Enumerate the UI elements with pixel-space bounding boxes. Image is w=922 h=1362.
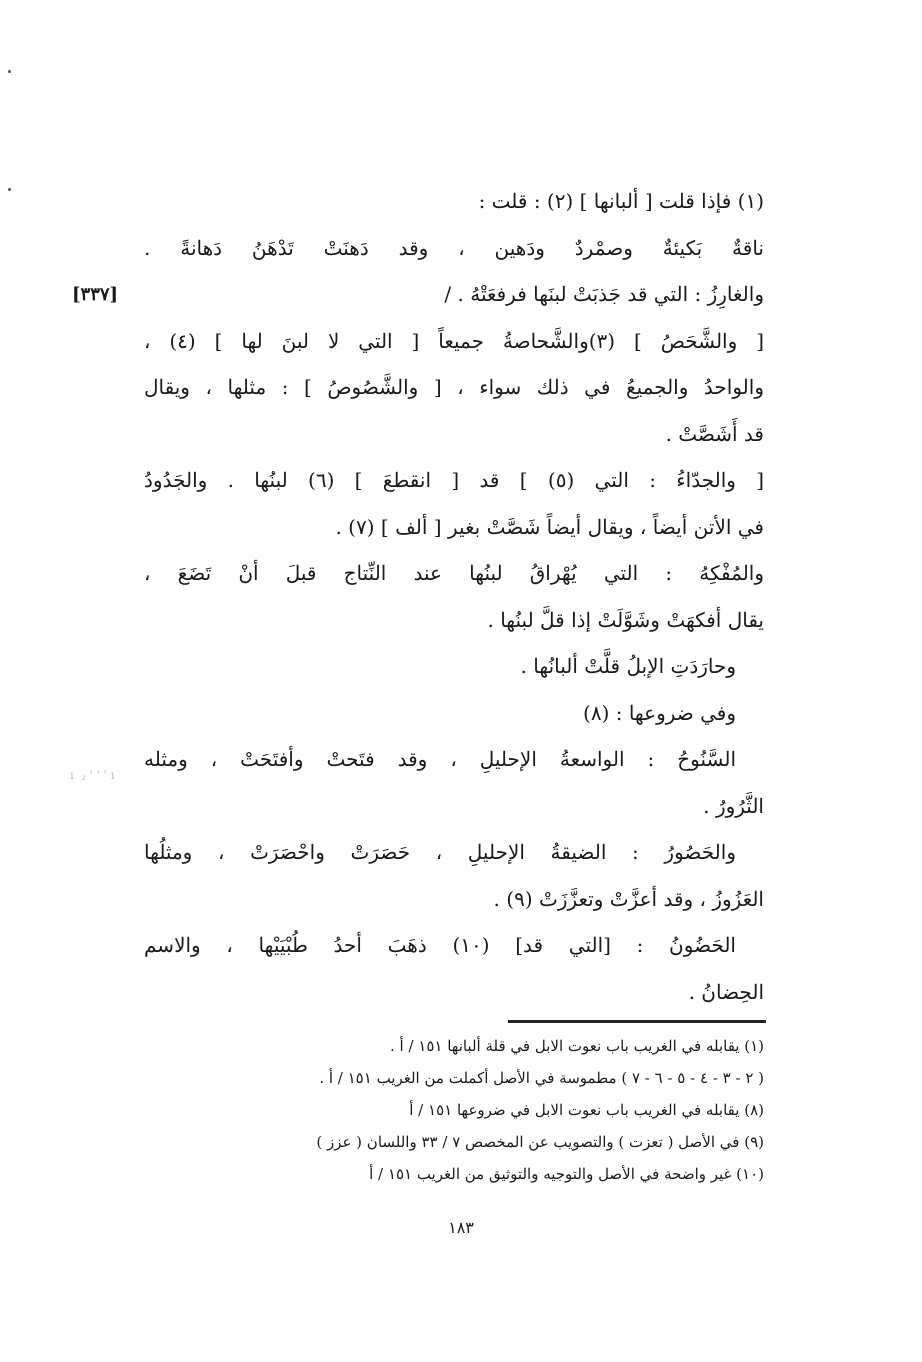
text-line: [ والشَّحَصُ ] (٣)والشَّحاصةُ جميعاً [ التي لا لبنَ لها ] (٤) ، — [144, 328, 764, 353]
text-line: وفي ضروعها : (٨) — [583, 700, 736, 725]
text-line: ناقةٌ بَكيئةٌ وصمْردٌ ودَهين ، وقد دَهنَتْ تَدْهَنُ دَهانةً . — [144, 235, 764, 260]
scan-speck — [8, 188, 11, 191]
text-line: السَّنُوحُ : الواسعةُ الإحليلِ ، وقد فتَحتْ وأفتَحَتْ ، ومثله — [144, 747, 736, 771]
footnote: (١٠) غير واضحة في الأصل والتوجيه والتوثيق من الغريب ١٥١ / أ — [369, 1165, 764, 1183]
text-line: قد أَشَصَّتْ . — [665, 421, 764, 446]
text-line: الحَضُونُ : [التي قد] (١٠) ذهَبَ أحدُ طُبْيَيْها ، والاسم — [144, 933, 736, 957]
text-line: والواحدُ والجميعُ في ذلك سواء ، [ والشَّصُوصُ ] : مثلها ، ويقال — [144, 375, 764, 399]
footnote: (١) يقابله في الغريب باب نعوت الابل في قلة ألبانها ١٥١ / أ . — [389, 1037, 764, 1055]
scan-speck — [8, 70, 11, 73]
footnote: (٩) في الأصل ( تعزت ) والتصويب عن المخصص ٧ / ٣٣ واللسان ( عزز ) — [316, 1133, 764, 1151]
faint-marginal-mark: ı ٫ ' ' ' ı — [70, 768, 117, 782]
page-number: ١٨٣ — [448, 1218, 474, 1237]
main-text — [144, 178, 764, 1015]
text-line: الحِضانُ . — [688, 979, 764, 1004]
text-line: والغارِزُ : التي قد جَذبَتْ لبنَها فرفعَتْهُ . / — [444, 282, 764, 306]
footnote: (٨) يقابله في الغريب باب نعوت الابل في ضروعها ١٥١ / أ — [409, 1101, 764, 1119]
text-line: الثَّرُورُ . — [703, 793, 764, 818]
footnotes — [144, 1030, 764, 1190]
footnote: ( ٢ - ٣ - ٤ - ٥ - ٦ - ٧ ) مطموسة في الأصل أكملت من الغريب ١٥١ / أ . — [319, 1069, 764, 1087]
marginal-reference: [٣٣٧] — [72, 284, 119, 305]
text-line: [ والجدّاءُ : التي (٥) ] قد [ انقطعَ ] (٦) لبنُها . والجَدُودُ — [144, 468, 764, 492]
text-line: في الأتن أيضاً ، ويقال أيضاً شَصَّتْ بغير [ ألف ] (٧) . — [335, 514, 764, 539]
text-line: والمُفْكِهُ : التي يُهْراقُ لبنُها عند النِّتاج قبلَ أنْ تَضَعَ ، — [144, 561, 764, 585]
footnote-divider — [508, 1020, 766, 1023]
text-line: والحَصُورُ : الضيقةُ الإحليلِ ، حَصَرَتْ واحْصَرَتْ ، ومثلُها — [144, 840, 736, 864]
text-line: العَزُوزُ ، وقد أعزَّتْ وتعزَّزَتْ (٩) . — [493, 886, 764, 911]
text-line: (١) فإذا قلت [ ألبانها ] (٢) : قلت : — [478, 189, 764, 213]
text-line: يقال أفكهَتْ وشَوَّلَتْ إذا قلَّ لبنُها . — [487, 607, 764, 632]
text-line: وحارَدَتِ الإبلُ قلَّتْ ألبانُها . — [520, 654, 736, 678]
